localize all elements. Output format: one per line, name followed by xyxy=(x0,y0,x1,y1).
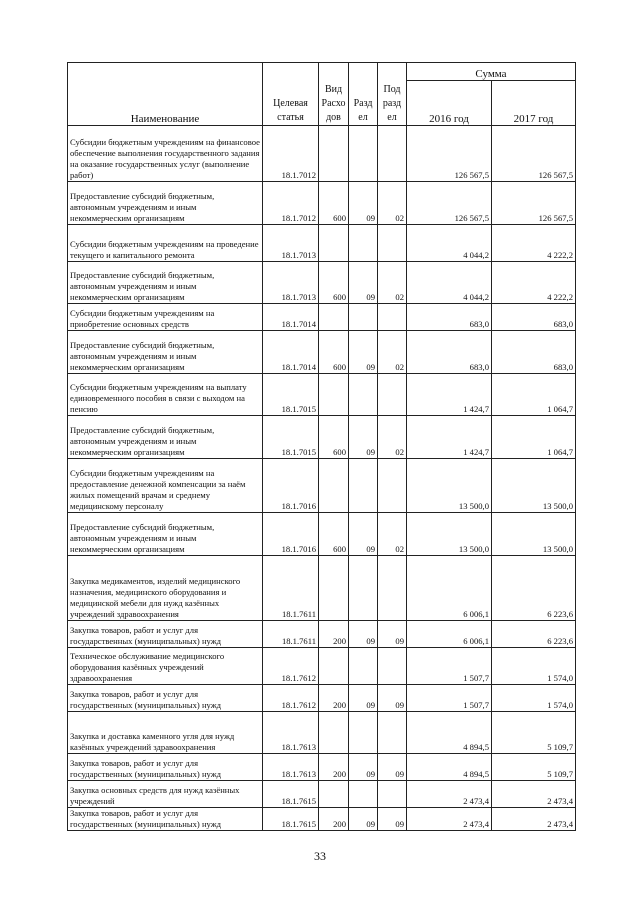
table-row xyxy=(68,225,576,262)
table-row xyxy=(68,621,576,648)
table-row xyxy=(68,648,576,685)
row-vid xyxy=(319,126,349,182)
row-name: Закупка товаров, работ и услуг для государственных (муниципальных) нужд xyxy=(68,621,263,648)
row-razdel: 09 xyxy=(349,808,378,831)
table-row xyxy=(68,459,576,513)
row-article: 18.1.7013 xyxy=(263,262,319,304)
row-amount-2016: 1 424,7 xyxy=(407,374,492,416)
row-podrazdel: 09 xyxy=(378,685,407,712)
row-amount-2017: 126 567,5 xyxy=(492,126,576,182)
row-amount-2017: 126 567,5 xyxy=(492,182,576,225)
row-amount-2016: 2 473,4 xyxy=(407,781,492,808)
table-row xyxy=(68,331,576,374)
table-row xyxy=(68,182,576,225)
table-row xyxy=(68,808,576,831)
row-amount-2017: 2 473,4 xyxy=(492,781,576,808)
row-podrazdel: 09 xyxy=(378,621,407,648)
row-article: 18.1.7611 xyxy=(263,621,319,648)
row-name: Субсидии бюджетным учреждениям на выплату единовременного пособия в связи с выходом на пенсию xyxy=(68,374,263,416)
row-vid xyxy=(319,556,349,621)
row-article: 18.1.7014 xyxy=(263,331,319,374)
table-row xyxy=(68,712,576,754)
row-amount-2016: 6 006,1 xyxy=(407,621,492,648)
row-article: 18.1.7611 xyxy=(263,556,319,621)
row-podrazdel: 02 xyxy=(378,513,407,556)
row-podrazdel xyxy=(378,712,407,754)
row-amount-2016: 683,0 xyxy=(407,304,492,331)
row-name: Предоставление субсидий бюджетным, автономным учреждениям и иным некоммерческим организациям xyxy=(68,331,263,374)
row-amount-2016: 1 424,7 xyxy=(407,416,492,459)
table-row xyxy=(68,781,576,808)
row-vid xyxy=(319,459,349,513)
table-body xyxy=(68,126,576,831)
row-vid xyxy=(319,712,349,754)
row-razdel xyxy=(349,556,378,621)
row-name: Субсидии бюджетным учреждениям на финансовое обеспечение выполнения государственного задания на оказание государственных услуг (выполнение работ) xyxy=(68,126,263,182)
row-razdel xyxy=(349,781,378,808)
row-vid: 600 xyxy=(319,513,349,556)
row-vid: 600 xyxy=(319,182,349,225)
row-amount-2016: 683,0 xyxy=(407,331,492,374)
row-podrazdel xyxy=(378,781,407,808)
row-vid xyxy=(319,781,349,808)
row-podrazdel: 02 xyxy=(378,416,407,459)
row-razdel xyxy=(349,459,378,513)
table-row xyxy=(68,416,576,459)
row-razdel xyxy=(349,374,378,416)
row-vid: 600 xyxy=(319,416,349,459)
row-amount-2017: 2 473,4 xyxy=(492,808,576,831)
row-podrazdel xyxy=(378,304,407,331)
header-article: Целевая статья xyxy=(263,63,319,126)
row-amount-2016: 6 006,1 xyxy=(407,556,492,621)
row-article: 18.1.7013 xyxy=(263,225,319,262)
row-amount-2016: 126 567,5 xyxy=(407,182,492,225)
row-article: 18.1.7015 xyxy=(263,374,319,416)
table-row xyxy=(68,304,576,331)
row-article: 18.1.7613 xyxy=(263,712,319,754)
row-article: 18.1.7613 xyxy=(263,754,319,781)
row-razdel xyxy=(349,712,378,754)
header-year-2017: 2017 год xyxy=(492,81,576,126)
row-article: 18.1.7615 xyxy=(263,808,319,831)
row-razdel xyxy=(349,225,378,262)
row-amount-2017: 13 500,0 xyxy=(492,459,576,513)
row-name: Закупка и доставка каменного угля для нужд казённых учреждений здравоохранения xyxy=(68,712,263,754)
row-article: 18.1.7612 xyxy=(263,648,319,685)
row-vid xyxy=(319,225,349,262)
row-podrazdel: 09 xyxy=(378,754,407,781)
row-name: Субсидии бюджетным учреждениям на проведение текущего и капитального ремонта xyxy=(68,225,263,262)
row-vid: 200 xyxy=(319,808,349,831)
row-amount-2017: 683,0 xyxy=(492,304,576,331)
row-name: Закупка медикаментов, изделий медицинского назначения, медицинского оборудования и медицинской мебели для нужд казённых учреждений здравоохранения xyxy=(68,556,263,621)
row-razdel: 09 xyxy=(349,513,378,556)
header-podrazdel: Под разд ел xyxy=(378,63,407,126)
row-name: Предоставление субсидий бюджетным, автономным учреждениям и иным некоммерческим организациям xyxy=(68,416,263,459)
table-row xyxy=(68,513,576,556)
table-row xyxy=(68,126,576,182)
row-podrazdel xyxy=(378,126,407,182)
row-name: Предоставление субсидий бюджетным, автономным учреждениям и иным некоммерческим организациям xyxy=(68,182,263,225)
row-vid xyxy=(319,648,349,685)
row-amount-2017: 1 064,7 xyxy=(492,416,576,459)
row-razdel xyxy=(349,648,378,685)
header-summa: Сумма xyxy=(407,63,576,81)
row-razdel: 09 xyxy=(349,182,378,225)
row-razdel: 09 xyxy=(349,754,378,781)
row-podrazdel: 02 xyxy=(378,331,407,374)
row-amount-2017: 4 222,2 xyxy=(492,225,576,262)
row-podrazdel: 02 xyxy=(378,262,407,304)
row-podrazdel xyxy=(378,648,407,685)
row-vid xyxy=(319,374,349,416)
table-row xyxy=(68,754,576,781)
row-article: 18.1.7016 xyxy=(263,513,319,556)
row-name: Закупка товаров, работ и услуг для государственных (муниципальных) нужд xyxy=(68,754,263,781)
row-vid xyxy=(319,304,349,331)
table-row xyxy=(68,556,576,621)
row-podrazdel: 02 xyxy=(378,182,407,225)
row-amount-2016: 13 500,0 xyxy=(407,513,492,556)
row-name: Закупка товаров, работ и услуг для государственных (муниципальных) нужд xyxy=(68,808,263,831)
row-amount-2017: 5 109,7 xyxy=(492,754,576,781)
row-amount-2016: 1 507,7 xyxy=(407,685,492,712)
table-row xyxy=(68,374,576,416)
row-razdel: 09 xyxy=(349,262,378,304)
row-vid: 200 xyxy=(319,685,349,712)
row-razdel: 09 xyxy=(349,685,378,712)
row-article: 18.1.7016 xyxy=(263,459,319,513)
row-amount-2016: 4 044,2 xyxy=(407,262,492,304)
row-vid: 600 xyxy=(319,331,349,374)
row-podrazdel: 09 xyxy=(378,808,407,831)
row-name: Закупка основных средств для нужд казённых учреждений xyxy=(68,781,263,808)
row-razdel xyxy=(349,126,378,182)
row-podrazdel xyxy=(378,225,407,262)
row-amount-2017: 4 222,2 xyxy=(492,262,576,304)
row-podrazdel xyxy=(378,556,407,621)
row-name: Предоставление субсидий бюджетным, автономным учреждениям и иным некоммерческим организациям xyxy=(68,262,263,304)
row-vid: 200 xyxy=(319,621,349,648)
row-amount-2017: 1 574,0 xyxy=(492,648,576,685)
budget-table xyxy=(67,62,576,831)
row-name: Техническое обслуживание медицинского оборудования казённых учреждений здравоохранения xyxy=(68,648,263,685)
row-razdel: 09 xyxy=(349,331,378,374)
table-row xyxy=(68,685,576,712)
row-amount-2017: 1 574,0 xyxy=(492,685,576,712)
row-amount-2017: 13 500,0 xyxy=(492,513,576,556)
row-amount-2017: 1 064,7 xyxy=(492,374,576,416)
row-amount-2016: 2 473,4 xyxy=(407,808,492,831)
header-razdel: Разд ел xyxy=(349,63,378,126)
row-amount-2017: 683,0 xyxy=(492,331,576,374)
row-razdel xyxy=(349,304,378,331)
row-razdel: 09 xyxy=(349,621,378,648)
row-razdel: 09 xyxy=(349,416,378,459)
row-podrazdel xyxy=(378,374,407,416)
row-article: 18.1.7615 xyxy=(263,781,319,808)
table-header xyxy=(68,63,576,126)
row-amount-2016: 13 500,0 xyxy=(407,459,492,513)
row-article: 18.1.7015 xyxy=(263,416,319,459)
row-article: 18.1.7612 xyxy=(263,685,319,712)
row-article: 18.1.7014 xyxy=(263,304,319,331)
row-name: Субсидии бюджетным учреждениям на приобретение основных средств xyxy=(68,304,263,331)
header-vid: Вид Расхо дов xyxy=(319,63,349,126)
row-name: Субсидии бюджетным учреждениям на предоставление денежной компенсации за наём жилых помещений врачам и среднему медицинскому персоналу xyxy=(68,459,263,513)
row-vid: 600 xyxy=(319,262,349,304)
row-amount-2016: 4 044,2 xyxy=(407,225,492,262)
table-row xyxy=(68,262,576,304)
row-amount-2016: 4 894,5 xyxy=(407,712,492,754)
row-name: Закупка товаров, работ и услуг для государственных (муниципальных) нужд xyxy=(68,685,263,712)
row-amount-2017: 5 109,7 xyxy=(492,712,576,754)
row-vid: 200 xyxy=(319,754,349,781)
header-year-2016: 2016 год xyxy=(407,81,492,126)
row-article: 18.1.7012 xyxy=(263,126,319,182)
row-article: 18.1.7012 xyxy=(263,182,319,225)
row-amount-2017: 6 223,6 xyxy=(492,556,576,621)
row-amount-2017: 6 223,6 xyxy=(492,621,576,648)
header-name: Наименование xyxy=(68,63,263,126)
row-amount-2016: 1 507,7 xyxy=(407,648,492,685)
row-amount-2016: 4 894,5 xyxy=(407,754,492,781)
row-podrazdel xyxy=(378,459,407,513)
row-amount-2016: 126 567,5 xyxy=(407,126,492,182)
row-name: Предоставление субсидий бюджетным, автономным учреждениям и иным некоммерческим организациям xyxy=(68,513,263,556)
page-number: 33 xyxy=(314,849,326,863)
